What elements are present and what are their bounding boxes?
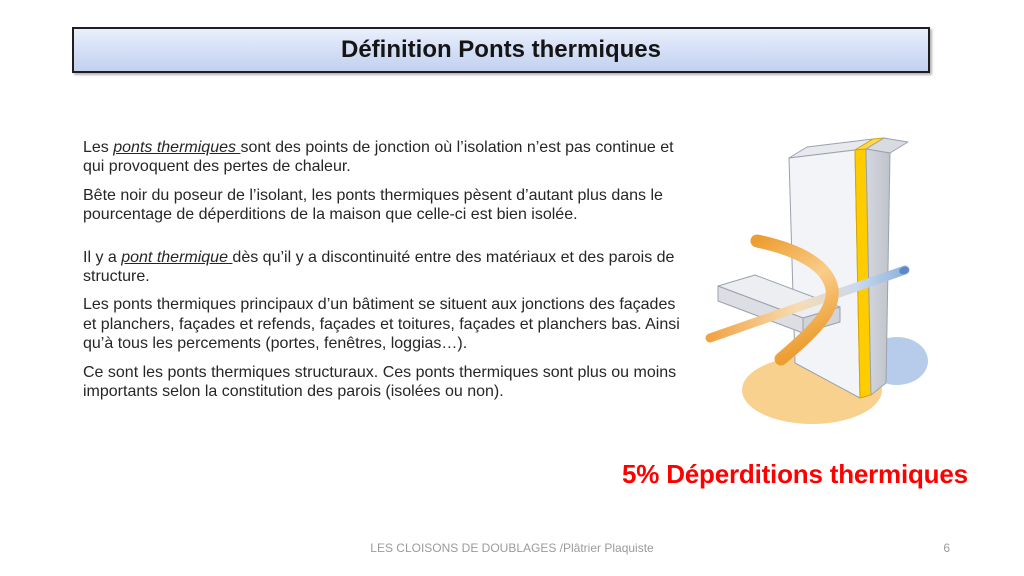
keyword-pont-thermique: pont thermique bbox=[121, 248, 233, 266]
paragraph-text: sont des points de jonction où l’isolation n’est pas continue et qui provoquent des pertes de chaleur. bbox=[83, 139, 674, 176]
paragraph-text: Bête noir du poseur de l’isolant, les ponts thermiques pèsent d’autant plus dans le pourcentage de déperditions de la maison que celle-ci est bien isolée. bbox=[83, 186, 663, 224]
paragraph-text: dès qu’il y a discontinuité entre des matériaux et des parois de structure. bbox=[83, 248, 675, 286]
paragraph-discontinuite bbox=[83, 248, 687, 287]
footer-text: LES CLOISONS DE DOUBLAGES /Plâtrier Plaquiste bbox=[370, 541, 654, 555]
paragraph-text: Il y a bbox=[83, 248, 122, 266]
paragraph-definition bbox=[83, 138, 687, 177]
paragraph-text: Les ponts thermiques principaux d’un bâtiment se situent aux jonctions des façades et planchers, façades et refends, façades et toitures, façades et planchers bas. Ainsi qu’à tous les percements (portes, fenêtres, loggias…). bbox=[83, 296, 680, 353]
deperditions-caption: 5% Déperditions thermiques bbox=[622, 459, 968, 489]
paragraph-text: Ce sont les ponts thermiques structuraux. Ces ponts thermiques sont plus ou moins importants selon la constitution des parois (isolées ou non). bbox=[83, 363, 677, 401]
paragraph-bete-noir bbox=[83, 186, 687, 225]
body-text bbox=[83, 138, 687, 410]
thermal-bridge-illustration bbox=[700, 133, 1020, 463]
paragraph-text: Les bbox=[83, 139, 114, 156]
slide-title: Définition Ponts thermiques bbox=[340, 36, 661, 63]
keyword-ponts-thermiques: ponts thermiques bbox=[113, 139, 241, 156]
page-number: 6 bbox=[943, 541, 950, 555]
paragraph-jonctions bbox=[83, 295, 687, 353]
title-banner bbox=[72, 27, 930, 73]
paragraph-structuraux bbox=[83, 363, 687, 402]
